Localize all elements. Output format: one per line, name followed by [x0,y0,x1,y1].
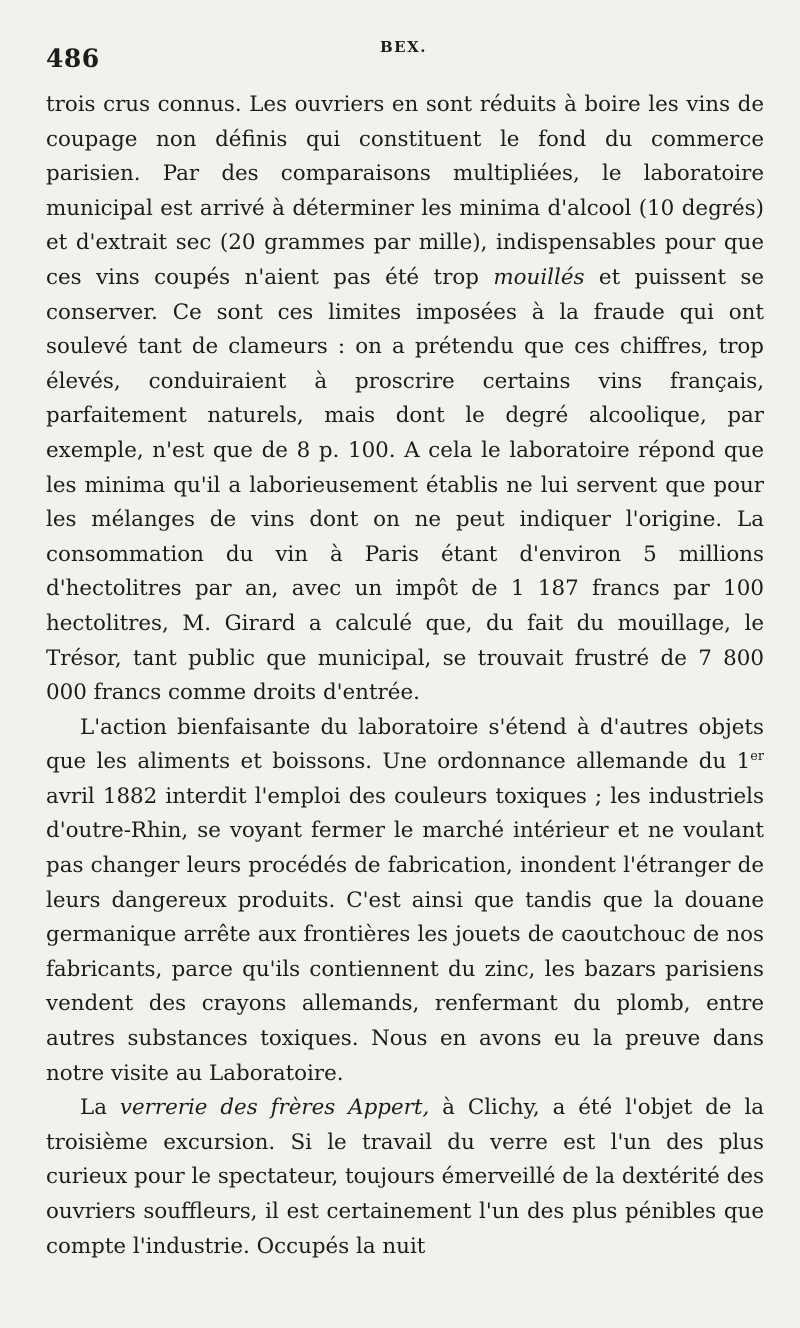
superscript-text: er [750,749,764,765]
text-run: La [80,1095,120,1121]
text-run: et puissent se conserver. Ce sont ces limites imposées à la fraude qui ont soulevé tant de clameurs : on a prétendu que ces chiffres, trop élevés, conduiraient à proscrire certains vins français, parfaitement naturels, mais dont le degré alcoolique, par exemple, n'est que de 8 p. 100. A cela le laboratoire répond que les minima qu'il a laborieusement établis ne lui servent que pour les mélanges de vins dont on ne peut indiquer l'origine. La consommation du vin à Paris étant d'environ 5 millions d'hectolitres par an, avec un impôt de 1 187 francs par 100 hectolitres, M. Girard a calculé que, du fait du mouillage, le Trésor, tant public que municipal, se trouvait frustré de 7 800 000 francs comme droits d'entrée. [46,264,764,706]
paragraph [46,711,764,1092]
text-run: L'action bienfaisante du laboratoire s'étend à d'autres objets que les aliments et boissons. Une ordonnance allemande du 1 [46,714,764,775]
paragraph [46,1091,764,1264]
running-head: BEX. [380,38,427,56]
text-run: à Clichy, a été l'objet de la troisième excursion. Si le travail du verre est l'un des plus curieux pour le spectateur, toujours émerveillé de la dextérité des ouvriers souffleurs, il est certainement l'un des plus pénibles que compte l'industrie. Occupés la nuit [46,1095,764,1259]
paragraph [46,88,764,711]
body-text [46,88,764,1264]
text-run: trois crus connus. Les ouvriers en sont réduits à boire les vins de coupage non définis qui constituent le fond du commerce parisien. Par des comparaisons multipliées, le laboratoire municipal est arrivé à déterminer les minima d'alcool (10 degrés) et d'extrait sec (20 grammes par mille), indispensables pour que ces vins coupés n'aient pas été trop [46,92,764,290]
text-run: avril 1882 interdit l'emploi des couleurs toxiques ; les industriels d'outre-Rhin, se voyant fermer le marché intérieur et ne voulant pas changer leurs procédés de fabrication, inondent l'étranger de leurs dangereux produits. C'est ainsi que tandis que la douane germanique arrête aux frontières les jouets de caoutchouc de nos fabricants, parce qu'ils contiennent du zinc, les bazars parisiens vendent des crayons allemands, renfermant du plomb, entre autres substances toxiques. Nous en avons eu la preuve dans notre visite au Laboratoire. [46,783,764,1086]
page-number: 486 [46,44,100,73]
italic-text: verrerie des frères Appert, [119,1095,430,1121]
page-header [46,30,764,82]
italic-text: mouillés [493,264,585,290]
